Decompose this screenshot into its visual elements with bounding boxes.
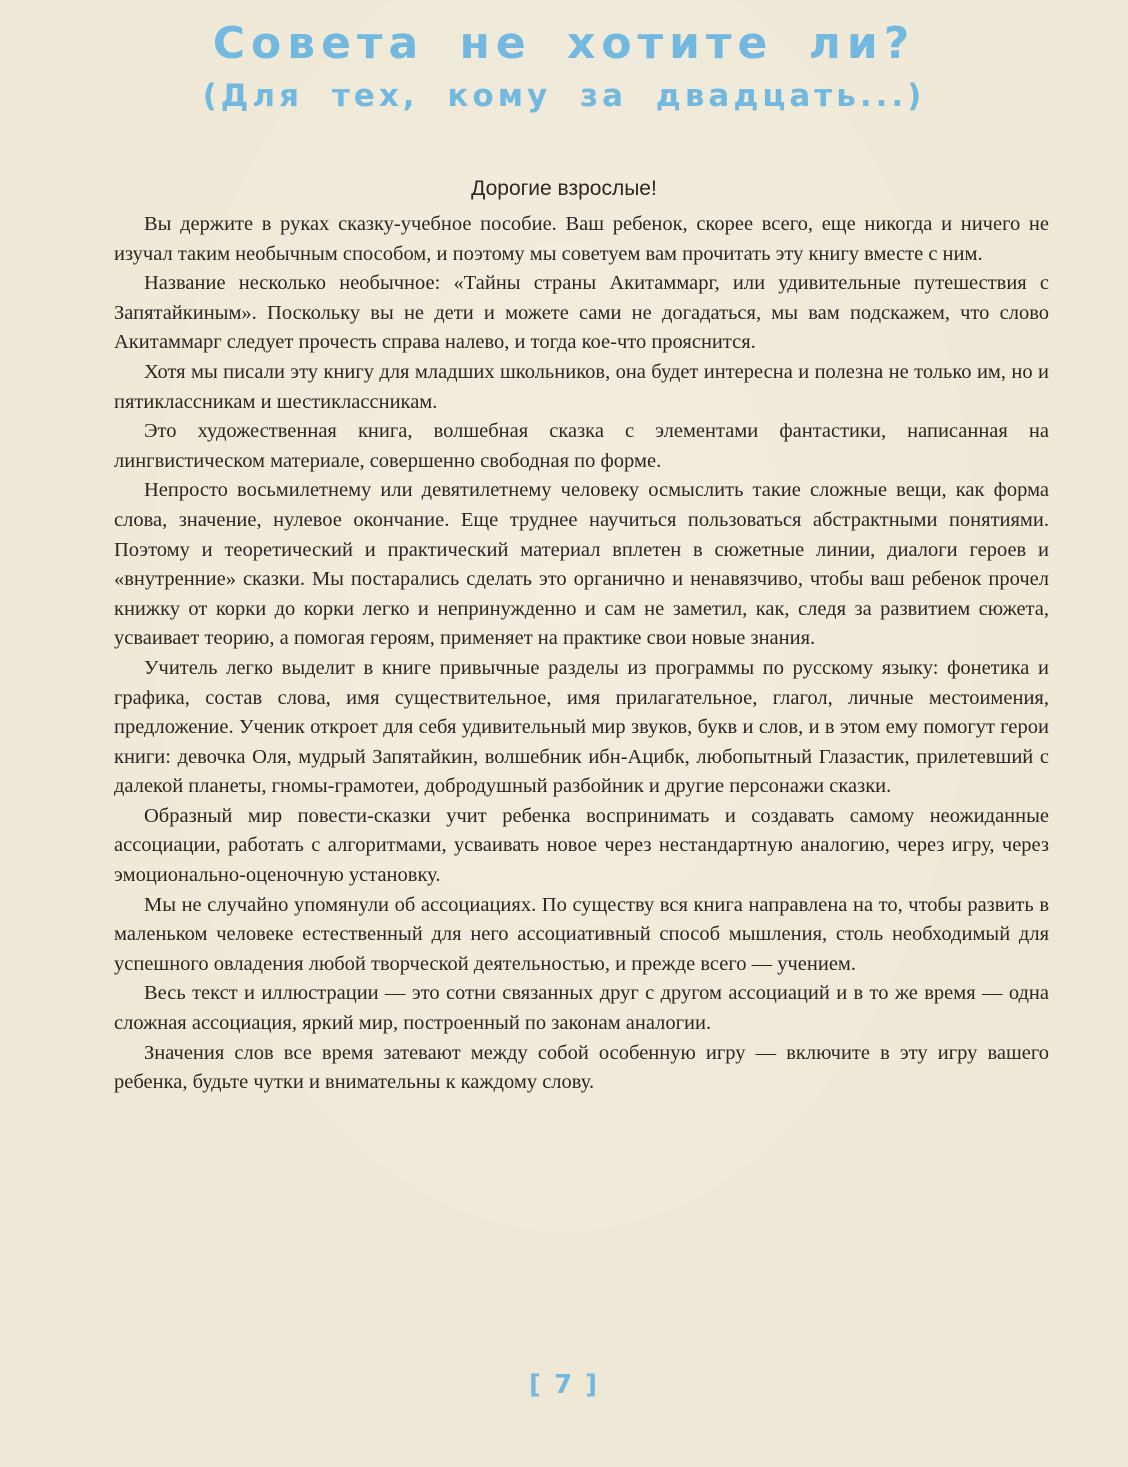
salutation: Дорогие взрослые!: [471, 177, 657, 200]
paragraph: Значения слов все время затевают между собой особенную игру — включите в эту игру вашего ребенка, будьте чутки и внимательны к каждому слову.: [114, 1041, 1049, 1094]
body-text: [114, 210, 1049, 1098]
page-number: [ 7 ]: [529, 1370, 599, 1400]
paragraph: Название несколько необычное: «Тайны страны Акитаммарг, или удивительные путешествия с Запятайкиным». Поскольку вы не дети и можете сами не догадаться, мы вам подскажем, что слово Акитаммарг следует прочесть справа налево, и тогда кое-что прояснится.: [114, 272, 1049, 354]
page-subtitle: (Для тех, кому за двадцать...): [202, 78, 926, 114]
paragraph: Непросто восьмилетнему или девятилетнему человеку осмыслить такие сложные вещи, как форма слова, значение, нулевое окончание. Еще труднее научиться пользоваться абстрактными понятиями. Поэтому и теоретический и практический материал вплетен в сюжетные линии, диалоги героев и «внутренние» сказки. Мы постарались сделать это органично и ненавязчиво, чтобы ваш ребенок прочел книжку от корки до корки легко и непринужденно и сам не заметил, как, следя за развитием сюжета, усваивает теорию, а помогая героям, применяет на практике свои новые знания.: [114, 479, 1049, 650]
paragraph: Вы держите в руках сказку-учебное пособие. Ваш ребенок, скорее всего, еще никогда и ничего не изучал таким необычным способом, и поэтому мы советуем вам прочитать эту книгу вместе с ним.: [114, 213, 1049, 265]
page-title: Совета не хотите ли?: [212, 18, 916, 69]
paragraph: Образный мир повести-сказки учит ребенка воспринимать и создавать самому неожиданные ассоциации, работать с алгоритмами, усваивать новое через нестандартную аналогию, через игру, через эмоционально-оценочную установку.: [114, 804, 1049, 887]
paragraph: Учитель легко выделит в книге привычные разделы из программы по русскому языку: фонетика и графика, состав слова, имя существительное, имя прилагательное, глагол, личные местоимения, предложение. Ученик откроет для себя удивительный мир звуков, букв и слов, и в этом ему помогут герои книги: девочка Оля, мудрый Запятайкин, волшебник ибн-Ацибк, любопытный Глазастик, прилетевший с далекой планеты, гномы-грамотеи, добродушный разбойник и другие персонажи сказки.: [114, 656, 1049, 798]
paragraph: Мы не случайно упомянули об ассоциациях. По существу вся книга направлена на то, чтобы развить в маленьком человеке естественный для него ассоциативный способ мышления, столь необходимый для успешного овладения любой творческой деятельностью, и прежде всего — учением.: [114, 893, 1049, 975]
paragraph: Хотя мы писали эту книгу для младших школьников, она будет интересна и полезна не только им, но и пятиклассникам и шестиклассникам.: [114, 360, 1049, 413]
paragraph: Весь текст и иллюстрации — это сотни связанных друг с другом ассоциаций и в то же время — одна сложная ассоциация, яркий мир, построенный по законам аналогии.: [114, 982, 1049, 1035]
paragraph: Это художественная книга, волшебная сказка с элементами фантастики, написанная на лингвистическом материале, совершенно свободная по форме.: [114, 420, 1049, 472]
